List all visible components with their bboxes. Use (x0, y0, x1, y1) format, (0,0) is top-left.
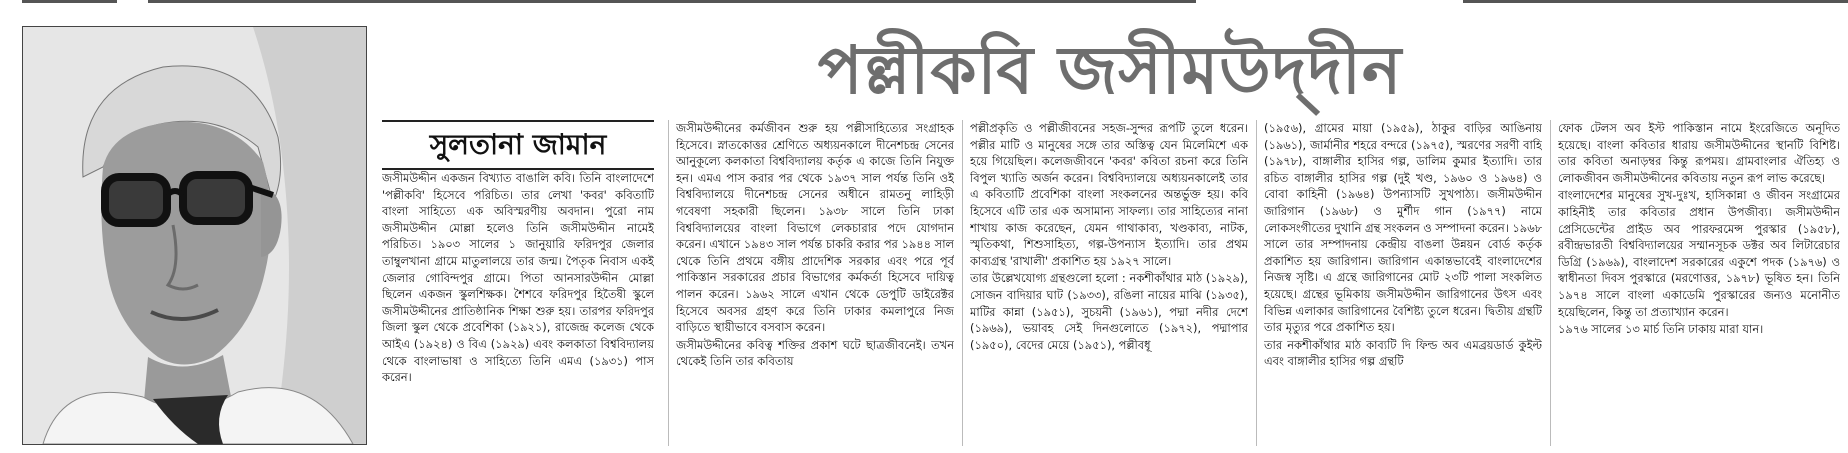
paragraph: জসীমউদ্দীন একজন বিখ্যাত বাঙালি কবি। তিনি বাংলাদেশে 'পল্লীকবি' হিসেবে পরিচিত। তার লেখা 'কবর' কবিতাটি বাংলা সাহিত্যে এক অবিস্মরণীয় অবদান। পুরো নাম জসীমউদ্দীন মোল্লা হলেও তিনি জসীমউদ্দীন নামেই পরিচিত। ১৯০৩ সালের ১ জানুয়ারি ফরিদপুর জেলার তাম্বুলখানা গ্রামে মাতুলালয়ে তার জন্ম। পৈতৃক নিবাস একই জেলার গোবিন্দপুর গ্রামে। পিতা আনসারউদ্দীন মোল্লা ছিলেন একজন স্কুলশিক্ষক। শৈশবে ফরিদপুর হিতৈষী স্কুলে জসীমউদ্দীনের প্রাতিষ্ঠানিক শিক্ষা শুরু হয়। তারপর ফরিদপুর জিলা স্কুল থেকে প্রবেশিকা (১৯২১), রাজেন্দ্র কলেজ থেকে আইএ (১৯২৪) ও বিএ (১৯২৯) এবং কলকাতা বিশ্ববিদ্যালয় থেকে বাংলাভাষা ও সাহিত্যে তিনি এমএ (১৯৩১) পাস করেন। (382, 171, 654, 385)
top-rule-middle (148, 0, 1196, 3)
paragraph: তার নকশীকাঁথার মাঠ কাব্যটি দি ফিল্ড অব এমব্রয়ডার্ড কুইল্ট এবং বাঙ্গালীর হাসির গল্প গ্রন্থটি (1264, 337, 1542, 369)
paragraph: বাংলাদেশের মানুষের সুখ-দুঃখ, হাসিকান্না ও জীবন সংগ্রামের কাহিনীই তার কবিতার প্রধান উপজীব্য। জসীমউদ্দীন প্রেসিডেন্টের প্রাইড অব পারফরমেন্স পুরস্কার (১৯৫৮), রবীন্দ্রভারতী বিশ্ববিদ্যালয়ের সম্মানসূচক ডক্টর অব লিটারেচার ডিগ্রি (১৯৬৯), বাংলাদেশ সরকারের একুশে পদক (১৯৭৬) ও স্বাধীনতা দিবস পুরস্কারে (মরণোত্তর, ১৯৭৮) ভূষিত হন। তিনি ১৯৭৪ সালে বাংলা একাডেমি পুরস্কারের জন্যও মনোনীত হয়েছিলেন, কিন্তু তা প্রত্যাখ্যান করেন। (1558, 188, 1840, 319)
article-headline: পল্লীকবি জসীমউদ্‌দীন (817, 31, 1403, 109)
column-divider (1550, 120, 1551, 446)
article-column-5 (1558, 120, 1840, 446)
article-column-3 (970, 120, 1248, 446)
paragraph: জসীমউদ্দীনের কবিত্ব শক্তির প্রকাশ ঘটে ছাত্রজীবনেই। তখন থেকেই তিনি তার কবিতায় (676, 337, 954, 369)
article-column-2 (676, 120, 954, 446)
paragraph: ফোক টেলস অব ইস্ট পাকিস্তান নামে ইংরেজিতে অনূদিত হয়েছে। বাংলা কবিতার ধারায় জসীমউদ্দীনের স্থানটি বিশিষ্ট। তার কবিতা অনাড়ম্বর কিন্তু রূপময়। গ্রামবাংলার ঐতিহ্য ও লোকজীবন জসীমউদ্দীনের কবিতায় নতুন রূপ লাভ করেছে। (1558, 121, 1840, 185)
paragraph: তার উল্লেখযোগ্য গ্রন্থগুলো হলো : নকশীকাঁথার মাঠ (১৯২৯), সোজন বাদিয়ার ঘাট (১৯৩৩), রঙিলা নায়ের মাঝি (১৯৩৫), মাটির কান্না (১৯৫১), সুচয়নী (১৯৬১), পদ্মা নদীর দেশে (১৯৬৯), ভয়াবহ সেই দিনগুলোতে (১৯৭২), পদ্মাপার (১৯৫০), বেদের মেয়ে (১৯৫১), পল্লীবধূ (970, 271, 1248, 352)
author-portrait (22, 26, 367, 445)
byline-box (382, 120, 654, 170)
top-rule-right (1463, 0, 1848, 3)
column-divider (962, 120, 963, 446)
paragraph: জসীমউদ্দীনের কর্মজীবন শুরু হয় পল্লীসাহিত্যের সংগ্রাহক হিসেবে। স্নাতকোত্তর শ্রেণিতে অধ্যয়নকালে দীনেশচন্দ্র সেনের আনুকূল্যে কলকাতা বিশ্ববিদ্যালয় কর্তৃক এ কাজে তিনি নিযুক্ত হন। এমএ পাস করার পর থেকে ১৯৩৭ সাল পর্যন্ত তিনি ওই বিশ্ববিদ্যালয়ে দীনেশচন্দ্র সেনের অধীনে রামতনু লাহিড়ী গবেষণা সহকারী ছিলেন। ১৯৩৮ সালে তিনি ঢাকা বিশ্ববিদ্যালয়ের বাংলা বিভাগে লেকচারার পদে যোগদান করেন। এখানে ১৯৪৩ সাল পর্যন্ত চাকরি করার পর ১৯৪৪ সাল থেকে তিনি প্রথমে বঙ্গীয় প্রাদেশিক সরকার এবং পরে পূর্ব পাকিস্তান সরকারের প্রচার বিভাগের কর্মকর্তা হিসেবে দায়িত্ব পালন করেন। ১৯৬২ সালে এখান থেকে ডেপুটি ডাইরেক্টর হিসেবে অবসর গ্রহণ করে তিনি ঢাকার কমলাপুরে নিজ বাড়িতে স্থায়ীভাবে বসবাস করেন। (676, 121, 954, 335)
glasses-icon (105, 175, 273, 223)
portrait-illustration (23, 27, 366, 444)
paragraph: (১৯৫৬), গ্রামের মায়া (১৯৫৯), ঠাকুর বাড়ির আঙিনায় (১৯৬১), জার্মানীর শহরে বন্দরে (১৯৭৫), স্মরণের সরণী বাহি (১৯৭৮), বাঙ্গালীর হাসির গল্প, ডালিম কুমার ইত্যাদি। তার রচিত বাঙ্গালীর হাসির গল্প (দুই খণ্ড, ১৯৬০ ও ১৯৬৪) ও বোবা কাহিনী (১৯৬৪) উপন্যাসটি সুখপাঠ্য। জসীমউদ্দীন জারিগান (১৯৬৮) ও মুর্শীদ গান (১৯৭৭) নামে লোকসংগীতের দুখানি গ্রন্থ সংকলন ও সম্পাদনা করেন। ১৯৬৮ সালে তার সম্পাদনায় কেন্দ্রীয় বাঙলা উন্নয়ন বোর্ড কর্তৃক প্রকাশিত হয় জারিগান। জারিগান একান্তভাবেই বাংলাদেশের নিজস্ব সৃষ্টি। এ গ্রন্থে জারিগানের মোট ২৩টি পালা সংকলিত হয়েছে। গ্রন্থের ভূমিকায় জসীমউদ্দীন জারিগানের উৎস এবং বিভিন্ন এলাকার জারিগানের বৈশিষ্ট্য তুলে ধরেন। দ্বিতীয় গ্রন্থটি তার মৃত্যুর পরে প্রকাশিত হয়। (1264, 121, 1542, 335)
article-column-4 (1264, 120, 1542, 446)
column-divider (668, 120, 669, 446)
top-rule-left (22, 0, 117, 3)
paragraph: পল্লীপ্রকৃতি ও পল্লীজীবনের সহজ-সুন্দর রূপটি তুলে ধরেন। পল্লীর মাটি ও মানুষের সঙ্গে তার অস্তিত্ব যেন মিলেমিশে এক হয়ে গিয়েছিল। কলেজজীবনে 'কবর' কবিতা রচনা করে তিনি বিপুল খ্যাতি অর্জন করেন। বিশ্ববিদ্যালয়ে অধ্যয়নকালেই তার এ কবিতাটি প্রবেশিকা বাংলা সংকলনের অন্তর্ভুক্ত হয়। কবি হিসেবে এটি তার এক অসামান্য সাফল্য। তার সাহিত্যের নানা শাখায় কাজ করেছেন, যেমন গাথাকাব্য, খণ্ডকাব্য, নাটক, স্মৃতিকথা, শিশুসাহিত্য, গল্প-উপন্যাস ইত্যাদি। তার প্রথম কাব্যগ্রন্থ 'রাখালী' প্রকাশিত হয় ১৯২৭ সালে। (970, 121, 1248, 268)
article-column-1 (382, 170, 654, 446)
column-divider (1256, 120, 1257, 446)
paragraph: ১৯৭৬ সালের ১৩ মার্চ তিনি ঢাকায় মারা যান। (1558, 322, 1764, 337)
author-byline: সুলতানা জামান (429, 128, 607, 161)
